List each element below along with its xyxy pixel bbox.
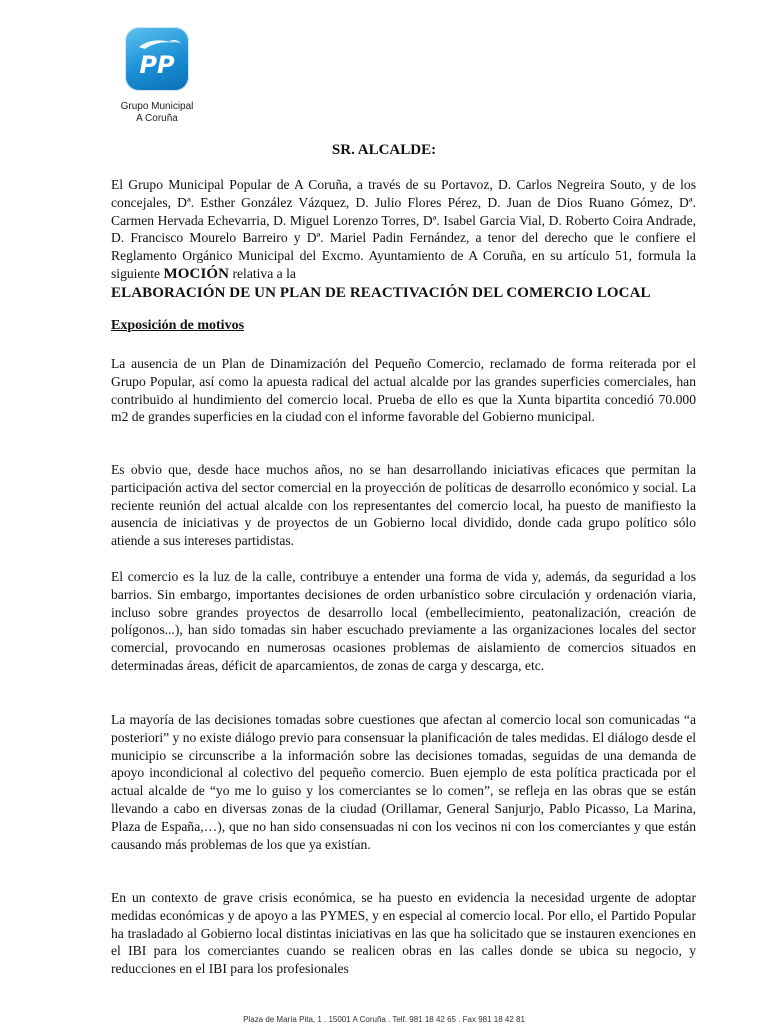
intro-text: El Grupo Municipal Popular de A Coruña, a través de su Portavoz, D. Carlos Negreira Souto, y de los concejales, Dª. Esther González Vázquez, D. Julio Flores Pérez, D. Juan de Dios Ruano Gómez, Dª. Carmen Hervada Echevarria, D. Miguel Lorenzo Torres, Dª. Isabel Garcia Vial, D. Roberto Coira Andrade, D. Francisco Mourelo Barreiro y Dª. Mariel Padin Fernández, a tenor del derecho que le confiere el Reglamento Orgánico Municipal del Excmo. Ayuntamiento de A Coruña, en su artículo 51, formula la siguiente [111,177,696,281]
logo-container [106,20,208,98]
org-name-line1: Grupo Municipal [120,101,194,112]
body-paragraph-1: La ausencia de un Plan de Dinamización del Pequeño Comercio, reclamado de forma reiterada por el Grupo Popular, así como la apuesta radical del actual alcalde por las grandes superficies comerciales, han contribuido al hundimiento del comercio local. Prueba de ello es que la Xunta bipartita concedió 70.000 m2 de grandes superficies en la ciudad con el informe favorable del Gobierno municipal. [111,356,696,425]
body-paragraph-5: En un contexto de grave crisis económica, se ha puesto en evidencia la necesidad urgente de adoptar medidas económicas y de apoyo a las PYMES, y en especial al comercio local. Por ello, el Partido Popular ha trasladado al Gobierno local distintas iniciativas en las que ha solicitado que se instauren exenciones en el IBI para los comerciantes cuando se realicen obras en las calles donde se ubica su negocio, y reducciones en el IBI para los profesionales [111,890,696,977]
logo-text: PP [139,51,175,79]
intro-relativa: relativa a la [229,265,296,281]
mocion-label: MOCIÓN [163,265,230,282]
document-title: SR. ALCALDE: [331,142,437,158]
intro-paragraph [111,176,696,303]
motion-subject: ELABORACIÓN DE UN PLAN DE REACTIVACIÓN DEL COMERCIO LOCAL [111,284,651,301]
body-paragraph-3: El comercio es la luz de la calle, contribuye a entender una forma de vida y, además, da seguridad a los barrios. Sin embargo, importantes decisiones de orden urbanístico sobre circulación y ordenación viaria, incluso sobre grandes proyectos de desarrollo local (embellecimiento, peatonalización, creación de polígonos...), han sido tomadas sin haber escuchado previamente a las organizaciones locales del sector comercial, provocando en numerosas ocasiones problemas de aislamiento de comercios situados en determinadas áreas, déficit de aparcamientos, de zonas de carga y descarga, etc. [111,569,696,673]
section-heading: Exposición de motivos [111,318,245,333]
org-name-line2: A Coruña [136,113,178,124]
body-paragraph-4: La mayoría de las decisiones tomadas sobre cuestiones que afectan al comercio local son comunicadas “a posteriori” y no existe diálogo previo para consensuar la planificación de tales medidas. El diálogo desde el municipio se circunscribe a la información sobre las decisiones tomadas, seguidas de una demanda de apoyo incondicional al colectivo del pequeño comercio. Buen ejemplo de esta política practicada por el actual alcalde de “yo me lo guiso y los comerciantes se lo comen”, se refleja en las obras que se están llevando a cabo en diversas zonas de la ciudad (Orillamar, General Sanjurjo, Pablo Picasso, La Marina, Plaza de España,…), que no han sido consensuadas ni con los vecinos ni con los comerciantes y que están causando más problemas de los que ya existían. [111,712,696,852]
pp-logo-icon [125,27,189,91]
pp-logo [125,27,189,91]
body-paragraph-2: Es obvio que, desde hace muchos años, no se han desarrollando iniciativas eficaces que permitan la participación activa del sector comercial en la proyección de políticas de desarrollo económico y social. La reciente reunión del actual alcalde con los representantes del comercio local, ha puesto de manifiesto la ausencia de iniciativas y de proyectos de un Gobierno local dividido, donde cada grupo político sólo atiende a sus intereses partidistas. [111,462,696,549]
page-footer: Plaza de María Pita, 1 . 15001 A Coruña . Telf. 981 18 42 65 . Fax 981 18 42 81 [243,1015,525,1024]
